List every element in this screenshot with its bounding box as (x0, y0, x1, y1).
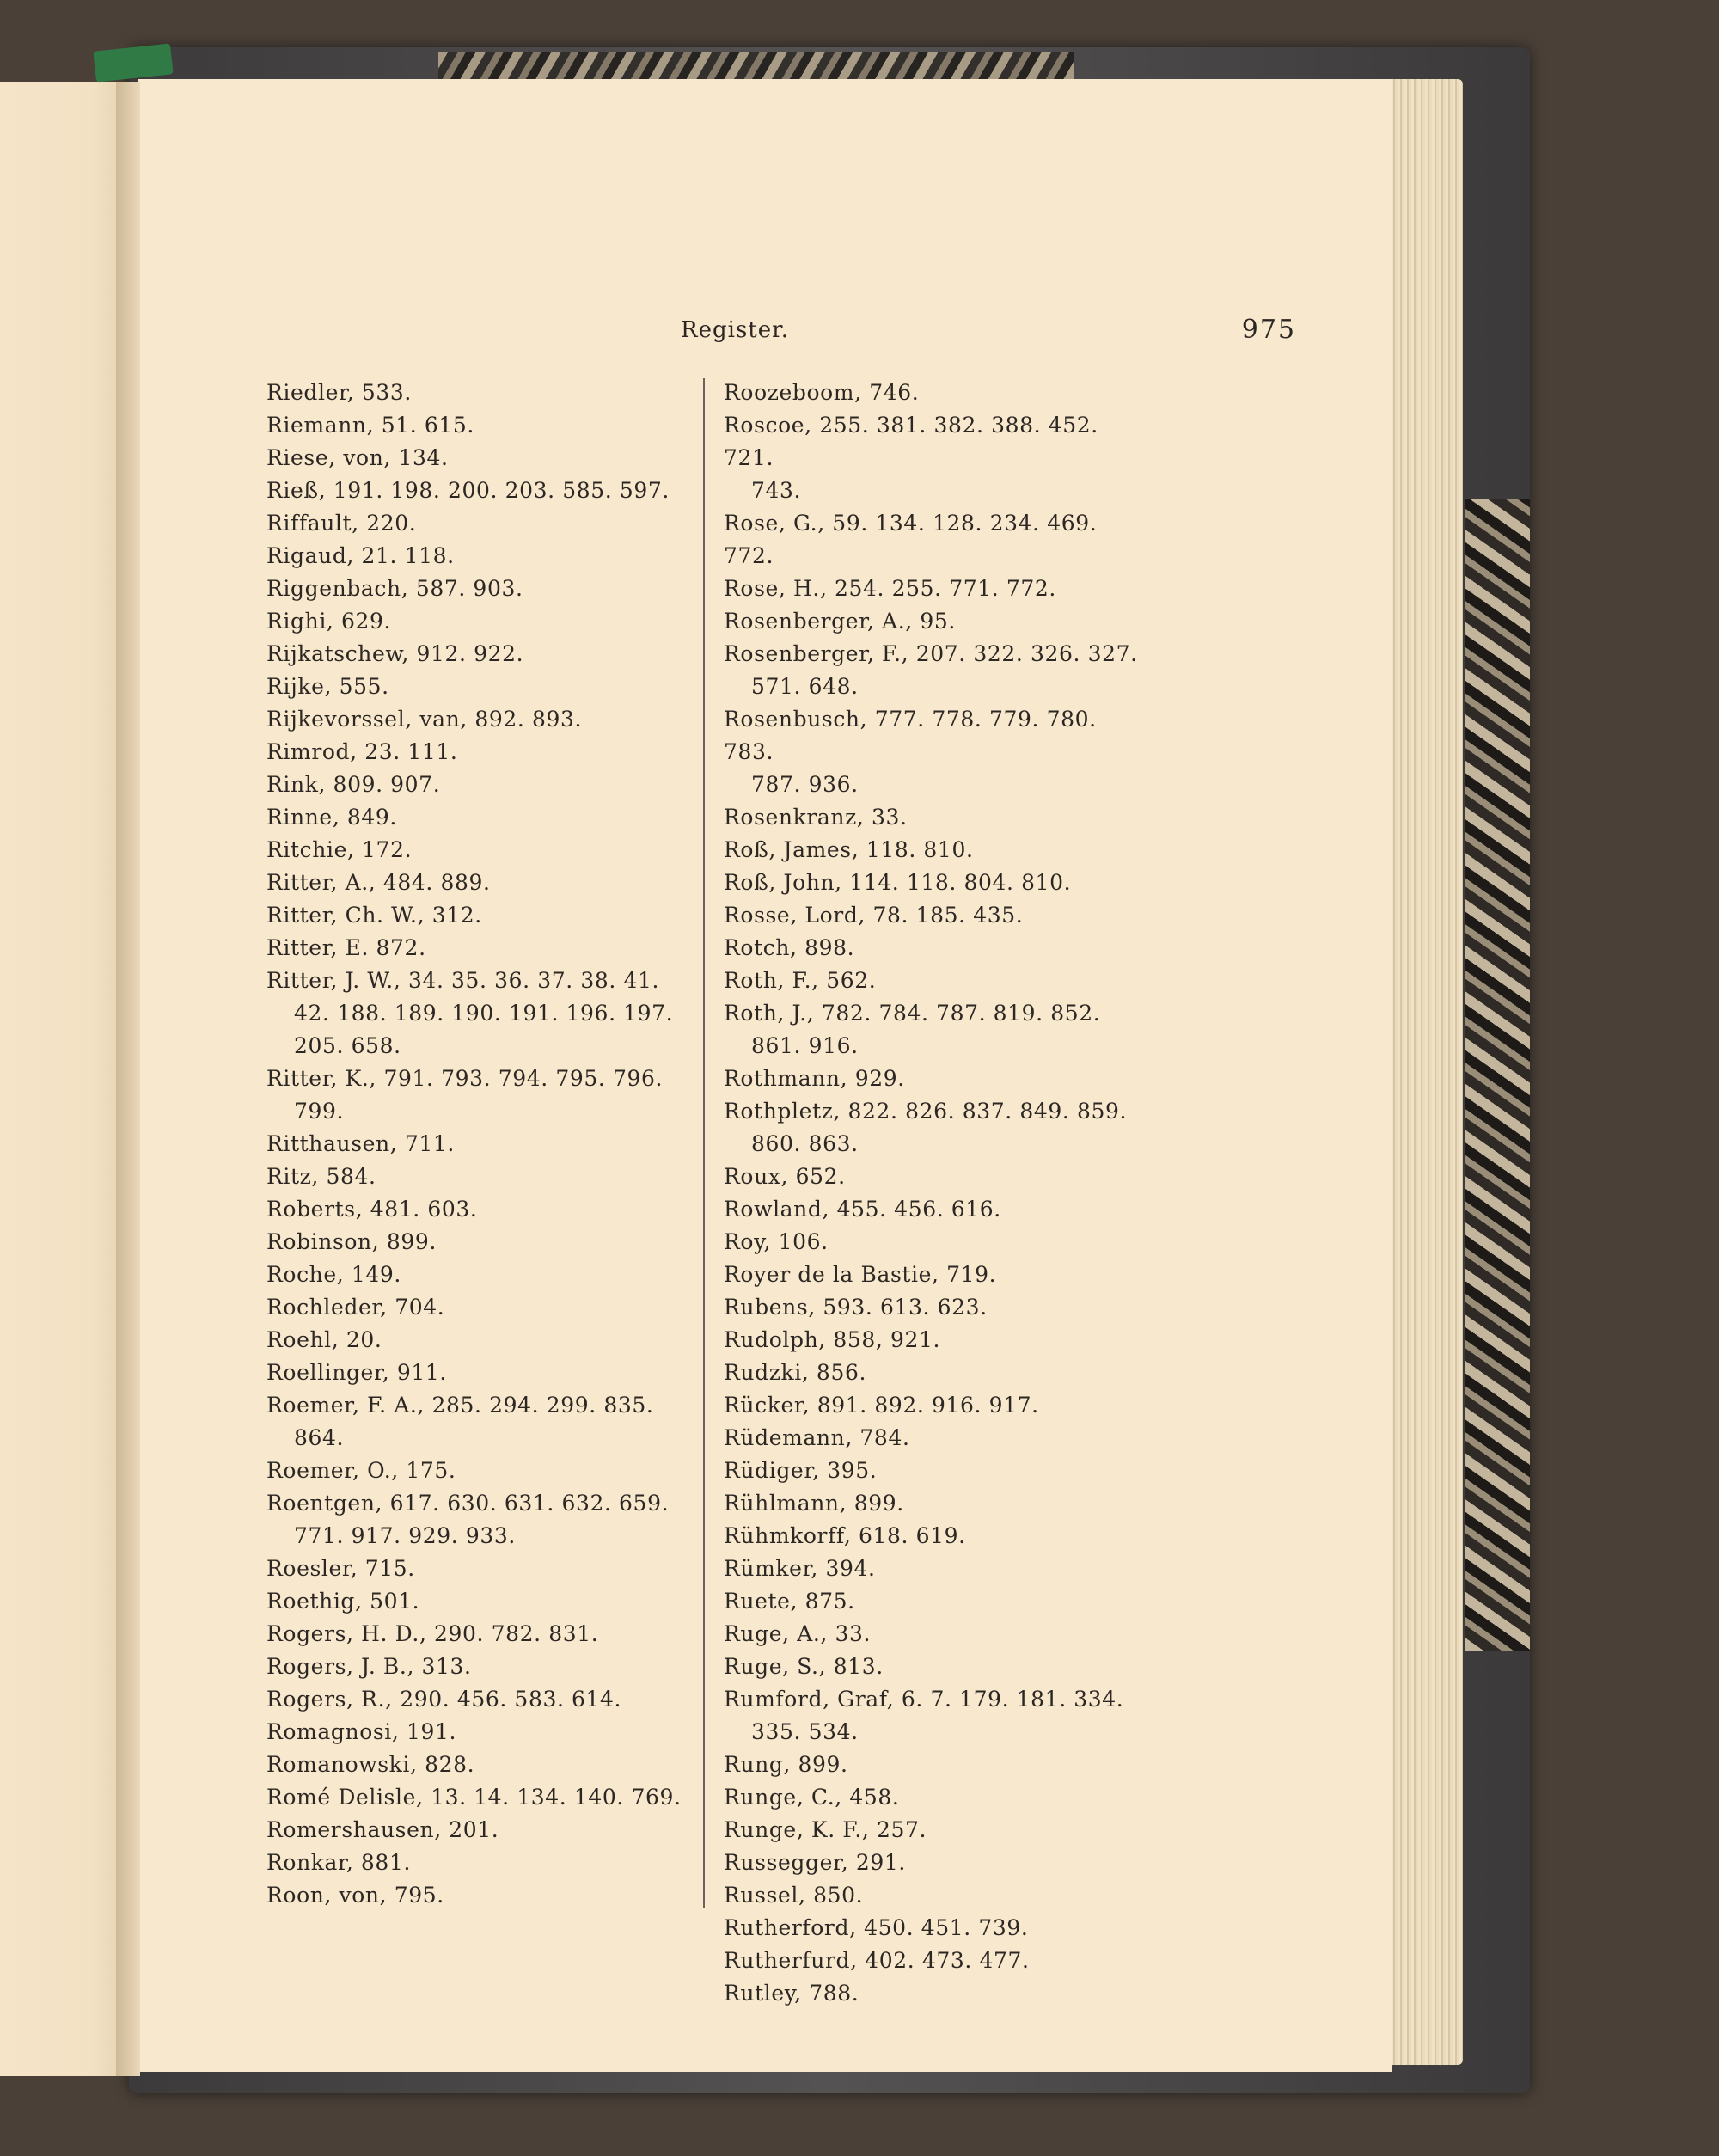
index-entry-line: Runge, K. F., 257. (724, 1817, 927, 1842)
index-entry (724, 377, 1153, 409)
index-entry-line: Rüdiger, 395. (724, 1458, 878, 1483)
index-entry (724, 1749, 1153, 1781)
index-entry (724, 1487, 1153, 1520)
index-entry (724, 1651, 1153, 1683)
index-entry (266, 703, 696, 736)
index-entry-line: Ruge, A., 33. (724, 1621, 872, 1646)
index-entry-line: Ritthausen, 711. (266, 1131, 455, 1156)
index-entry-line: Rimrod, 23. 111. (266, 739, 458, 764)
page-gutter (116, 82, 140, 2076)
index-entry (266, 1161, 696, 1193)
index-entry-line: Rogers, J. B., 313. (266, 1654, 472, 1679)
index-entry (266, 573, 696, 605)
index-entry-line: Rochleder, 704. (266, 1295, 445, 1320)
index-entry (266, 1879, 696, 1912)
index-entry (266, 1128, 696, 1161)
index-entry (724, 1259, 1153, 1291)
index-entry-continuation: 205. 658. (294, 1033, 401, 1058)
index-entry (266, 1683, 696, 1716)
index-entry (266, 1063, 696, 1128)
index-entry-line: Rose, G., 59. 134. 128. 234. 469. 772. (724, 511, 1098, 568)
index-entry (266, 409, 696, 442)
index-entry (724, 1618, 1153, 1651)
index-entry (266, 965, 696, 1063)
index-entry-line: Rosenberger, A., 95. (724, 609, 956, 634)
index-entry-line: Rothmann, 929. (724, 1066, 905, 1091)
index-entry-continuation: 861. 916. (751, 1033, 859, 1058)
index-entry-line: Royer de la Bastie, 719. (724, 1262, 997, 1287)
index-entry-line: Rühmkorff, 618. 619. (724, 1523, 966, 1548)
index-entry-continuation: 864. (294, 1425, 345, 1450)
index-entry-line: Romé Delisle, 13. 14. 134. 140. 769. (266, 1785, 682, 1810)
index-entry (266, 1585, 696, 1618)
index-entry-line: Roellinger, 911. (266, 1360, 447, 1385)
index-entry-line: Rutley, 788. (724, 1981, 860, 2006)
index-entry (724, 638, 1153, 703)
index-entry-line: Rosse, Lord, 78. 185. 435. (724, 903, 1024, 928)
index-entry (724, 605, 1153, 638)
index-entry (724, 409, 1153, 507)
index-entry (724, 573, 1153, 605)
index-entry (724, 965, 1153, 997)
index-entry (266, 671, 696, 703)
index-entry (724, 1814, 1153, 1847)
index-entry (266, 1259, 696, 1291)
index-entry (724, 1847, 1153, 1879)
index-entry (266, 442, 696, 475)
index-entry (266, 638, 696, 671)
index-entry (724, 997, 1153, 1063)
index-entry (266, 1847, 696, 1879)
index-entry (724, 1063, 1153, 1095)
index-entry-line: Rücker, 891. 892. 916. 917. (724, 1393, 1039, 1418)
index-entry-line: Roß, James, 118. 810. (724, 837, 974, 862)
index-entry-line: Rosenkranz, 33. (724, 805, 908, 830)
index-entry-continuation: 860. 863. (751, 1131, 859, 1156)
index-entry-line: Roberts, 481. 603. (266, 1197, 478, 1222)
index-entry-line: Rinne, 849. (266, 805, 397, 830)
index-entry-line: Roux, 652. (724, 1164, 846, 1189)
index-entry (724, 1455, 1153, 1487)
index-entry (266, 1324, 696, 1357)
running-header-text: Register. (681, 317, 789, 343)
index-entry (266, 1814, 696, 1847)
index-entry-line: Riedler, 533. (266, 380, 412, 405)
index-entry-line: Robinson, 899. (266, 1229, 437, 1254)
index-entry-line: Rutherfurd, 402. 473. 477. (724, 1948, 1030, 1973)
index-entry-line: Roscoe, 255. 381. 382. 388. 452. 721. (724, 413, 1098, 470)
index-entry (724, 1781, 1153, 1814)
index-entry (266, 932, 696, 965)
index-entry-line: Rieß, 191. 198. 200. 203. 585. 597. (266, 478, 670, 503)
index-entry (266, 1618, 696, 1651)
index-entry (266, 1226, 696, 1259)
index-entry (266, 1455, 696, 1487)
index-entry (266, 1553, 696, 1585)
index-entry-line: Roozeboom, 746. (724, 380, 920, 405)
index-entry (724, 1324, 1153, 1357)
index-entry (266, 834, 696, 867)
index-entry (266, 1716, 696, 1749)
index-entry-line: Rosenbusch, 777. 778. 779. 780. 783. (724, 707, 1097, 764)
index-entry (724, 1422, 1153, 1455)
index-entry (724, 1357, 1153, 1389)
index-entry-line: Rung, 899. (724, 1752, 848, 1777)
index-entry (266, 1357, 696, 1389)
index-entry-line: Rümker, 394. (724, 1556, 876, 1581)
index-entry (724, 1389, 1153, 1422)
index-entry (724, 1193, 1153, 1226)
page-edges (1384, 79, 1463, 2065)
index-entry (266, 475, 696, 507)
index-entry (724, 899, 1153, 932)
index-entry-line: Ritter, J. W., 34. 35. 36. 37. 38. 41. (266, 968, 660, 993)
index-entry (724, 1879, 1153, 1912)
index-entry (266, 1651, 696, 1683)
index-entry-line: Ritter, A., 484. 889. (266, 870, 491, 895)
index-entry (724, 1912, 1153, 1945)
index-entry-line: Roth, F., 562. (724, 968, 877, 993)
index-entry (724, 1945, 1153, 1977)
index-entry-continuation: 771. 917. 929. 933. (294, 1523, 516, 1548)
index-entry (724, 867, 1153, 899)
index-entry (266, 377, 696, 409)
index-entry-line: Rühlmann, 899. (724, 1491, 904, 1516)
index-entry-line: Rotch, 898. (724, 935, 855, 960)
index-entry (266, 899, 696, 932)
index-entry-line: Roemer, F. A., 285. 294. 299. 835. (266, 1393, 654, 1418)
index-entry (724, 507, 1153, 573)
index-entry (266, 605, 696, 638)
index-entry-line: Rutherford, 450. 451. 739. (724, 1915, 1029, 1940)
index-entry-line: Rigaud, 21. 118. (266, 543, 455, 568)
index-entry-line: Rose, H., 254. 255. 771. 772. (724, 576, 1056, 601)
index-column-left (266, 377, 696, 1912)
index-entry-line: Russegger, 291. (724, 1850, 906, 1875)
index-entry-line: Ritchie, 172. (266, 837, 413, 862)
index-entry-line: Roon, von, 795. (266, 1883, 444, 1908)
index-entry (724, 1161, 1153, 1193)
index-entry (724, 1977, 1153, 2010)
index-entry-line: Roesler, 715. (266, 1556, 415, 1581)
index-entry-line: Rijkatschew, 912. 922. (266, 641, 524, 666)
index-entry (724, 1553, 1153, 1585)
index-entry (724, 1291, 1153, 1324)
index-entry-line: Roche, 149. (266, 1262, 401, 1287)
index-entry-line: Roemer, O., 175. (266, 1458, 456, 1483)
index-entry-line: Rogers, R., 290. 456. 583. 614. (266, 1687, 622, 1712)
index-entry-line: Ritz, 584. (266, 1164, 376, 1189)
index-entry (266, 1781, 696, 1814)
marbled-paper-side (1465, 499, 1530, 1651)
index-entry (266, 1291, 696, 1324)
index-entry (724, 801, 1153, 834)
book-page (138, 79, 1392, 2072)
index-entry-continuation: 787. 936. (751, 772, 859, 797)
index-entry (266, 1487, 696, 1553)
index-entry (724, 1095, 1153, 1161)
page-number: 975 (1241, 315, 1296, 345)
column-divider (703, 378, 705, 1908)
index-entry-line: Rüdemann, 784. (724, 1425, 910, 1450)
index-entry-line: Ruge, S., 813. (724, 1654, 884, 1679)
index-entry-line: Roy, 106. (724, 1229, 829, 1254)
index-entry-line: Russel, 850. (724, 1883, 864, 1908)
index-entry-line: Rosenberger, F., 207. 322. 326. 327. (724, 641, 1138, 666)
index-entry-line: Rijke, 555. (266, 674, 389, 699)
index-entry (266, 801, 696, 834)
index-entry-continuation: 743. (751, 478, 802, 503)
index-entry-line: Rink, 809. 907. (266, 772, 441, 797)
index-entry-line: Rijkevorssel, van, 892. 893. (266, 707, 583, 732)
index-entry-line: Rumford, Graf, 6. 7. 179. 181. 334. (724, 1687, 1124, 1712)
index-entry-line: Rowland, 455. 456. 616. (724, 1197, 1001, 1222)
index-entry-line: Ritter, K., 791. 793. 794. 795. 796. (266, 1066, 664, 1091)
index-entry-line: Ritter, Ch. W., 312. (266, 903, 482, 928)
index-entry (724, 932, 1153, 965)
index-entry-line: Righi, 629. (266, 609, 392, 634)
index-entry-line: Rogers, H. D., 290. 782. 831. (266, 1621, 599, 1646)
index-entry-line: Roentgen, 617. 630. 631. 632. 659. (266, 1491, 670, 1516)
index-entry (724, 1585, 1153, 1618)
index-entry-continuation: 335. 534. (751, 1719, 859, 1744)
index-entry-continuation: 799. (294, 1099, 345, 1124)
index-entry (266, 769, 696, 801)
index-entry-line: Rubens, 593. 613. 623. (724, 1295, 988, 1320)
index-entry-line: Roß, John, 114. 118. 804. 810. (724, 870, 1072, 895)
index-entry-line: Romanowski, 828. (266, 1752, 475, 1777)
index-entry-line: Runge, C., 458. (724, 1785, 900, 1810)
index-entry (724, 1683, 1153, 1749)
index-entry (724, 1226, 1153, 1259)
index-entry (724, 1520, 1153, 1553)
index-entry-line: Roehl, 20. (266, 1327, 382, 1352)
index-entry-line: Riemann, 51. 615. (266, 413, 474, 438)
index-entry (266, 1749, 696, 1781)
index-entry (266, 1389, 696, 1455)
index-entry (724, 834, 1153, 867)
index-entry-line: Ronkar, 881. (266, 1850, 411, 1875)
index-entry-line: Riffault, 220. (266, 511, 417, 536)
index-entry-line: Rudzki, 856. (724, 1360, 867, 1385)
index-entry-line: Roth, J., 782. 784. 787. 819. 852. (724, 1001, 1101, 1026)
index-entry (266, 867, 696, 899)
index-entry-continuation: 42. 188. 189. 190. 191. 196. 197. (294, 1001, 674, 1026)
left-page-edge (0, 82, 133, 2076)
index-entry-line: Romagnosi, 191. (266, 1719, 457, 1744)
index-entry-line: Rothpletz, 822. 826. 837. 849. 859. (724, 1099, 1128, 1124)
index-column-right (724, 377, 1153, 2010)
index-entry-continuation: 571. 648. (751, 674, 859, 699)
running-header (0, 317, 1410, 343)
index-entry-line: Rudolph, 858, 921. (724, 1327, 941, 1352)
index-entry (266, 1193, 696, 1226)
index-entry-line: Riggenbach, 587. 903. (266, 576, 523, 601)
index-entry-line: Ruete, 875. (724, 1589, 855, 1614)
index-entry-line: Riese, von, 134. (266, 445, 449, 470)
index-entry (266, 540, 696, 573)
index-entry-line: Romershausen, 201. (266, 1817, 499, 1842)
index-entry-line: Ritter, E. 872. (266, 935, 426, 960)
index-entry (724, 703, 1153, 801)
index-entry-line: Roethig, 501. (266, 1589, 420, 1614)
index-entry (266, 736, 696, 769)
index-entry (266, 507, 696, 540)
